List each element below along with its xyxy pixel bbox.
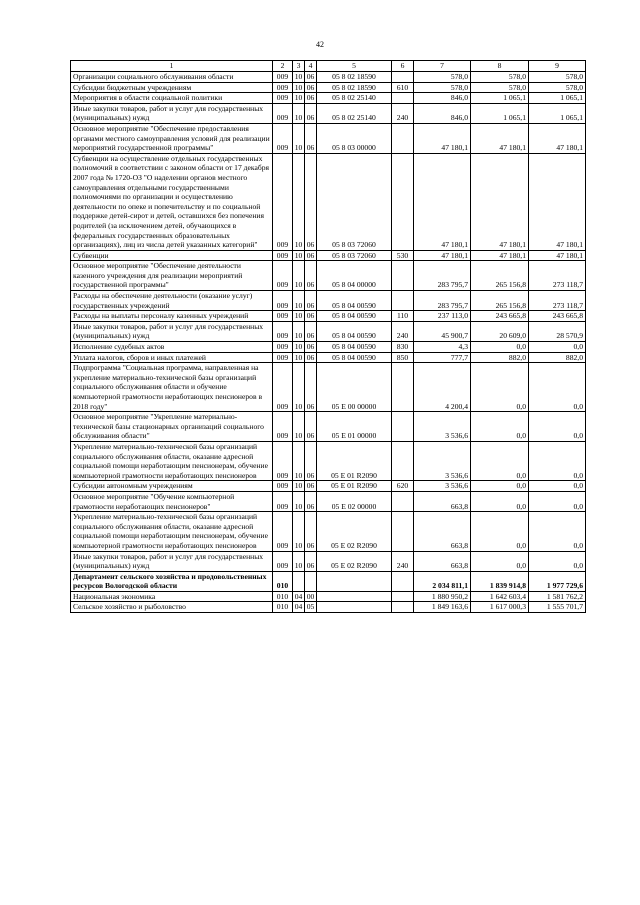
amount-year3-cell: 0,0 xyxy=(529,512,586,551)
amount-year2-cell: 47 180,1 xyxy=(471,123,529,153)
ministry-code-cell: 009 xyxy=(273,481,293,492)
amount-year2-cell: 47 180,1 xyxy=(471,250,529,261)
amount-year3-cell: 243 665,8 xyxy=(529,311,586,322)
row-name-cell: Иные закупки товаров, работ и услуг для государственных (муниципальных) нужд xyxy=(71,103,273,123)
section-code-cell: 10 xyxy=(293,481,305,492)
row-name-cell: Иные закупки товаров, работ и услуг для государственных (муниципальных) нужд xyxy=(71,321,273,341)
amount-year1-cell: 283 795,7 xyxy=(414,261,471,291)
subsection-code-cell: 06 xyxy=(305,103,317,123)
subsection-code-cell: 06 xyxy=(305,72,317,83)
ministry-code-cell: 009 xyxy=(273,82,293,93)
header-cell: 7 xyxy=(414,61,471,72)
table-row xyxy=(71,491,586,511)
expense-type-cell xyxy=(392,72,414,83)
section-code-cell: 10 xyxy=(293,491,305,511)
target-article-cell: 05 8 04 00590 xyxy=(317,342,392,353)
amount-year3-cell: 47 180,1 xyxy=(529,123,586,153)
ministry-code-cell: 009 xyxy=(273,261,293,291)
amount-year3-cell: 882,0 xyxy=(529,352,586,363)
amount-year3-cell: 0,0 xyxy=(529,363,586,412)
amount-year3-cell: 0,0 xyxy=(529,481,586,492)
amount-year1-cell: 283 795,7 xyxy=(414,291,471,311)
row-name-cell: Укрепление материально-технической базы организаций социального обслуживания области, оказание адресной социальной помощи неработающим пенсионерам, обучение компьютерной грамотности неработающих пенсионеров xyxy=(71,512,273,551)
section-code-cell: 10 xyxy=(293,261,305,291)
target-article-cell: 05 8 02 18590 xyxy=(317,82,392,93)
subsection-code-cell: 06 xyxy=(305,441,317,480)
amount-year2-cell: 1 839 914,8 xyxy=(471,571,529,591)
amount-year1-cell: 4 200,4 xyxy=(414,363,471,412)
table-row xyxy=(71,512,586,551)
section-code-cell: 04 xyxy=(293,591,305,602)
subsection-code-cell: 06 xyxy=(305,153,317,250)
row-name-cell: Укрепление материально-технической базы организаций социального обслуживания области, оказание адресной социальной помощи неработающим пенсионерам, обучение компьютерной грамотности неработающих пенсионеров xyxy=(71,441,273,480)
target-article-cell: 05 E 02 00000 xyxy=(317,491,392,511)
target-article-cell: 05 E 00 00000 xyxy=(317,363,392,412)
target-article-cell: 05 E 02 R2090 xyxy=(317,512,392,551)
amount-year1-cell: 1 849 163,6 xyxy=(414,602,471,613)
amount-year1-cell: 663,8 xyxy=(414,491,471,511)
ministry-code-cell: 010 xyxy=(273,571,293,591)
expense-type-cell: 240 xyxy=(392,103,414,123)
table-row xyxy=(71,72,586,83)
row-name-cell: Расходы на выплаты персоналу казенных учреждений xyxy=(71,311,273,322)
subsection-code-cell xyxy=(305,571,317,591)
section-code-cell: 10 xyxy=(293,551,305,571)
table-row xyxy=(71,591,586,602)
expense-type-cell: 530 xyxy=(392,250,414,261)
target-article-cell: 05 8 04 00590 xyxy=(317,352,392,363)
table-row xyxy=(71,82,586,93)
expense-type-cell xyxy=(392,153,414,250)
amount-year2-cell: 265 156,8 xyxy=(471,291,529,311)
ministry-code-cell: 009 xyxy=(273,250,293,261)
ministry-code-cell: 009 xyxy=(273,441,293,480)
amount-year2-cell: 0,0 xyxy=(471,363,529,412)
subsection-code-cell: 06 xyxy=(305,311,317,322)
amount-year3-cell: 47 180,1 xyxy=(529,153,586,250)
amount-year3-cell: 1 065,1 xyxy=(529,103,586,123)
subsection-code-cell: 06 xyxy=(305,291,317,311)
table-row xyxy=(71,571,586,591)
row-name-cell: Основное мероприятие "Укрепление материально-технической базы стационарных организаций социального обслуживания области" xyxy=(71,412,273,442)
expense-type-cell xyxy=(392,512,414,551)
ministry-code-cell: 009 xyxy=(273,103,293,123)
target-article-cell: 05 8 03 72060 xyxy=(317,153,392,250)
row-name-cell: Основное мероприятие "Обеспечение предоставления органами местного самоуправления условий для реализации мероприятий государственной программы" xyxy=(71,123,273,153)
row-name-cell: Организации социального обслуживания области xyxy=(71,72,273,83)
subsection-code-cell: 00 xyxy=(305,591,317,602)
amount-year2-cell: 0,0 xyxy=(471,491,529,511)
amount-year1-cell: 47 180,1 xyxy=(414,250,471,261)
amount-year2-cell: 1 642 603,4 xyxy=(471,591,529,602)
row-name-cell: Субсидии автономным учреждениям xyxy=(71,481,273,492)
ministry-code-cell: 009 xyxy=(273,153,293,250)
target-article-cell: 05 8 04 00000 xyxy=(317,261,392,291)
table-row xyxy=(71,363,586,412)
ministry-code-cell: 009 xyxy=(273,123,293,153)
row-name-cell: Уплата налогов, сборов и иных платежей xyxy=(71,352,273,363)
subsection-code-cell: 06 xyxy=(305,261,317,291)
expense-type-cell: 240 xyxy=(392,551,414,571)
table-row xyxy=(71,321,586,341)
amount-year2-cell: 1 065,1 xyxy=(471,93,529,104)
section-code-cell: 10 xyxy=(293,441,305,480)
section-code-cell: 10 xyxy=(293,512,305,551)
subsection-code-cell: 06 xyxy=(305,321,317,341)
amount-year2-cell: 0,0 xyxy=(471,342,529,353)
target-article-cell: 05 E 01 R2090 xyxy=(317,441,392,480)
amount-year2-cell: 882,0 xyxy=(471,352,529,363)
header-cell: 1 xyxy=(71,61,273,72)
ministry-code-cell: 009 xyxy=(273,93,293,104)
amount-year3-cell: 1 065,1 xyxy=(529,93,586,104)
section-code-cell: 10 xyxy=(293,412,305,442)
ministry-code-cell: 009 xyxy=(273,363,293,412)
section-code-cell xyxy=(293,571,305,591)
amount-year1-cell: 846,0 xyxy=(414,103,471,123)
subsection-code-cell: 06 xyxy=(305,123,317,153)
header-cell: 8 xyxy=(471,61,529,72)
amount-year2-cell: 47 180,1 xyxy=(471,153,529,250)
amount-year3-cell: 0,0 xyxy=(529,412,586,442)
expense-type-cell: 110 xyxy=(392,311,414,322)
row-name-cell: Расходы на обеспечение деятельности (оказание услуг) государственных учреждений xyxy=(71,291,273,311)
subsection-code-cell: 06 xyxy=(305,82,317,93)
amount-year1-cell: 663,8 xyxy=(414,551,471,571)
target-article-cell xyxy=(317,591,392,602)
amount-year3-cell: 47 180,1 xyxy=(529,250,586,261)
amount-year3-cell: 28 570,9 xyxy=(529,321,586,341)
row-name-cell: Субвенции xyxy=(71,250,273,261)
section-code-cell: 10 xyxy=(293,72,305,83)
subsection-code-cell: 06 xyxy=(305,363,317,412)
row-name-cell: Основное мероприятие "Обеспечение деятельности казенного учреждения для реализации мероприятий государственной программы" xyxy=(71,261,273,291)
budget-table xyxy=(70,60,586,613)
amount-year3-cell: 1 977 729,6 xyxy=(529,571,586,591)
amount-year1-cell: 578,0 xyxy=(414,82,471,93)
subsection-code-cell: 06 xyxy=(305,342,317,353)
amount-year1-cell: 47 180,1 xyxy=(414,123,471,153)
amount-year1-cell: 4,3 xyxy=(414,342,471,353)
ministry-code-cell: 009 xyxy=(273,311,293,322)
table-row xyxy=(71,261,586,291)
target-article-cell: 05 8 02 25140 xyxy=(317,93,392,104)
table-row xyxy=(71,481,586,492)
section-code-cell: 10 xyxy=(293,153,305,250)
subsection-code-cell: 06 xyxy=(305,352,317,363)
subsection-code-cell: 05 xyxy=(305,602,317,613)
section-code-cell: 10 xyxy=(293,82,305,93)
amount-year1-cell: 47 180,1 xyxy=(414,153,471,250)
ministry-code-cell: 009 xyxy=(273,72,293,83)
amount-year1-cell: 45 900,7 xyxy=(414,321,471,341)
amount-year2-cell: 0,0 xyxy=(471,441,529,480)
amount-year3-cell: 0,0 xyxy=(529,491,586,511)
table-row xyxy=(71,93,586,104)
row-name-cell: Субсидии бюджетным учреждениям xyxy=(71,82,273,93)
subsection-code-cell: 06 xyxy=(305,512,317,551)
amount-year2-cell: 0,0 xyxy=(471,512,529,551)
section-code-cell: 10 xyxy=(293,321,305,341)
ministry-code-cell: 010 xyxy=(273,591,293,602)
amount-year3-cell: 0,0 xyxy=(529,441,586,480)
ministry-code-cell: 009 xyxy=(273,352,293,363)
row-name-cell: Исполнение судебных актов xyxy=(71,342,273,353)
ministry-code-cell: 009 xyxy=(273,291,293,311)
amount-year1-cell: 3 536,6 xyxy=(414,412,471,442)
section-code-cell: 10 xyxy=(293,311,305,322)
ministry-code-cell: 009 xyxy=(273,342,293,353)
ministry-code-cell: 009 xyxy=(273,321,293,341)
target-article-cell: 05 8 03 72060 xyxy=(317,250,392,261)
section-code-cell: 04 xyxy=(293,602,305,613)
section-code-cell: 10 xyxy=(293,250,305,261)
expense-type-cell: 610 xyxy=(392,82,414,93)
amount-year1-cell: 3 536,6 xyxy=(414,481,471,492)
amount-year2-cell: 578,0 xyxy=(471,72,529,83)
amount-year1-cell: 1 880 950,2 xyxy=(414,591,471,602)
ministry-code-cell: 009 xyxy=(273,512,293,551)
table-row xyxy=(71,412,586,442)
amount-year1-cell: 578,0 xyxy=(414,72,471,83)
header-cell: 9 xyxy=(529,61,586,72)
header-cell: 6 xyxy=(392,61,414,72)
expense-type-cell xyxy=(392,93,414,104)
page-number: 42 xyxy=(316,40,324,49)
row-name-cell: Иные закупки товаров, работ и услуг для государственных (муниципальных) нужд xyxy=(71,551,273,571)
expense-type-cell xyxy=(392,363,414,412)
amount-year2-cell: 0,0 xyxy=(471,551,529,571)
row-name-cell: Национальная экономика xyxy=(71,591,273,602)
section-code-cell: 10 xyxy=(293,291,305,311)
amount-year1-cell: 777,7 xyxy=(414,352,471,363)
target-article-cell: 05 E 02 R2090 xyxy=(317,551,392,571)
amount-year3-cell: 273 118,7 xyxy=(529,261,586,291)
ministry-code-cell: 009 xyxy=(273,412,293,442)
amount-year1-cell: 2 034 811,1 xyxy=(414,571,471,591)
table-row xyxy=(71,250,586,261)
expense-type-cell xyxy=(392,602,414,613)
row-name-cell: Субвенции на осуществление отдельных государственных полномочий в соответствии с законом области от 17 декабря 2007 года № 1720-ОЗ "О наделении органов местного самоуправления отдельными государственными полномочиями по организации и осуществлению деятельности по опеке и попечительству и по социальной поддержке детей-сирот и детей, оставшихся без попечения родителей (за исключением детей, обучающихся в федеральных государственных образовательных организациях), лиц из числа детей указанных категорий" xyxy=(71,153,273,250)
target-article-cell: 05 E 01 R2090 xyxy=(317,481,392,492)
row-name-cell: Подпрограмма "Социальная программа, направленная на укрепление материально-технической базы организаций социального обслуживания области и обучение компьютерной грамотности неработающих пенсионеров в 2018 году" xyxy=(71,363,273,412)
table-row xyxy=(71,311,586,322)
expense-type-cell xyxy=(392,571,414,591)
amount-year1-cell: 3 536,6 xyxy=(414,441,471,480)
section-code-cell: 10 xyxy=(293,93,305,104)
amount-year2-cell: 1 065,1 xyxy=(471,103,529,123)
amount-year3-cell: 1 581 762,2 xyxy=(529,591,586,602)
amount-year2-cell: 243 665,8 xyxy=(471,311,529,322)
amount-year2-cell: 1 617 000,3 xyxy=(471,602,529,613)
table-row xyxy=(71,551,586,571)
expense-type-cell: 620 xyxy=(392,481,414,492)
subsection-code-cell: 06 xyxy=(305,250,317,261)
header-cell: 2 xyxy=(273,61,293,72)
subsection-code-cell: 06 xyxy=(305,491,317,511)
amount-year1-cell: 663,8 xyxy=(414,512,471,551)
amount-year3-cell: 578,0 xyxy=(529,72,586,83)
table-row xyxy=(71,123,586,153)
table-row xyxy=(71,441,586,480)
table-row xyxy=(71,291,586,311)
section-code-cell: 10 xyxy=(293,342,305,353)
amount-year2-cell: 20 609,0 xyxy=(471,321,529,341)
amount-year3-cell: 578,0 xyxy=(529,82,586,93)
amount-year2-cell: 0,0 xyxy=(471,481,529,492)
amount-year1-cell: 237 113,0 xyxy=(414,311,471,322)
table-row xyxy=(71,602,586,613)
amount-year3-cell: 0,0 xyxy=(529,551,586,571)
amount-year3-cell: 0,0 xyxy=(529,342,586,353)
row-name-cell: Сельское хозяйство и рыболовство xyxy=(71,602,273,613)
expense-type-cell: 240 xyxy=(392,321,414,341)
ministry-code-cell: 009 xyxy=(273,491,293,511)
section-code-cell: 10 xyxy=(293,123,305,153)
amount-year2-cell: 578,0 xyxy=(471,82,529,93)
target-article-cell: 05 8 04 00590 xyxy=(317,321,392,341)
expense-type-cell xyxy=(392,261,414,291)
expense-type-cell: 830 xyxy=(392,342,414,353)
section-code-cell: 10 xyxy=(293,103,305,123)
expense-type-cell xyxy=(392,123,414,153)
header-cell: 4 xyxy=(305,61,317,72)
row-name-cell: Основное мероприятие "Обучение компьютерной грамотности неработающих пенсионеров" xyxy=(71,491,273,511)
subsection-code-cell: 06 xyxy=(305,93,317,104)
amount-year2-cell: 0,0 xyxy=(471,412,529,442)
row-name-cell: Департамент сельского хозяйства и продовольственных ресурсов Вологодской области xyxy=(71,571,273,591)
target-article-cell: 05 8 04 00590 xyxy=(317,311,392,322)
section-code-cell: 10 xyxy=(293,352,305,363)
expense-type-cell xyxy=(392,441,414,480)
target-article-cell xyxy=(317,571,392,591)
amount-year3-cell: 273 118,7 xyxy=(529,291,586,311)
expense-type-cell xyxy=(392,491,414,511)
subsection-code-cell: 06 xyxy=(305,412,317,442)
section-code-cell: 10 xyxy=(293,363,305,412)
expense-type-cell xyxy=(392,291,414,311)
table-row xyxy=(71,342,586,353)
expense-type-cell xyxy=(392,412,414,442)
ministry-code-cell: 009 xyxy=(273,551,293,571)
table-row xyxy=(71,153,586,250)
subsection-code-cell: 06 xyxy=(305,481,317,492)
target-article-cell: 05 8 04 00590 xyxy=(317,291,392,311)
expense-type-cell: 850 xyxy=(392,352,414,363)
target-article-cell: 05 8 03 00000 xyxy=(317,123,392,153)
row-name-cell: Мероприятия в области социальной политики xyxy=(71,93,273,104)
table-row xyxy=(71,103,586,123)
subsection-code-cell: 06 xyxy=(305,551,317,571)
amount-year1-cell: 846,0 xyxy=(414,93,471,104)
table-row xyxy=(71,352,586,363)
ministry-code-cell: 010 xyxy=(273,602,293,613)
target-article-cell: 05 8 02 18590 xyxy=(317,72,392,83)
expense-type-cell xyxy=(392,591,414,602)
target-article-cell: 05 E 01 00000 xyxy=(317,412,392,442)
header-cell: 5 xyxy=(317,61,392,72)
table-header-row xyxy=(71,61,586,72)
target-article-cell: 05 8 02 25140 xyxy=(317,103,392,123)
amount-year2-cell: 265 156,8 xyxy=(471,261,529,291)
amount-year3-cell: 1 555 701,7 xyxy=(529,602,586,613)
target-article-cell xyxy=(317,602,392,613)
header-cell: 3 xyxy=(293,61,305,72)
